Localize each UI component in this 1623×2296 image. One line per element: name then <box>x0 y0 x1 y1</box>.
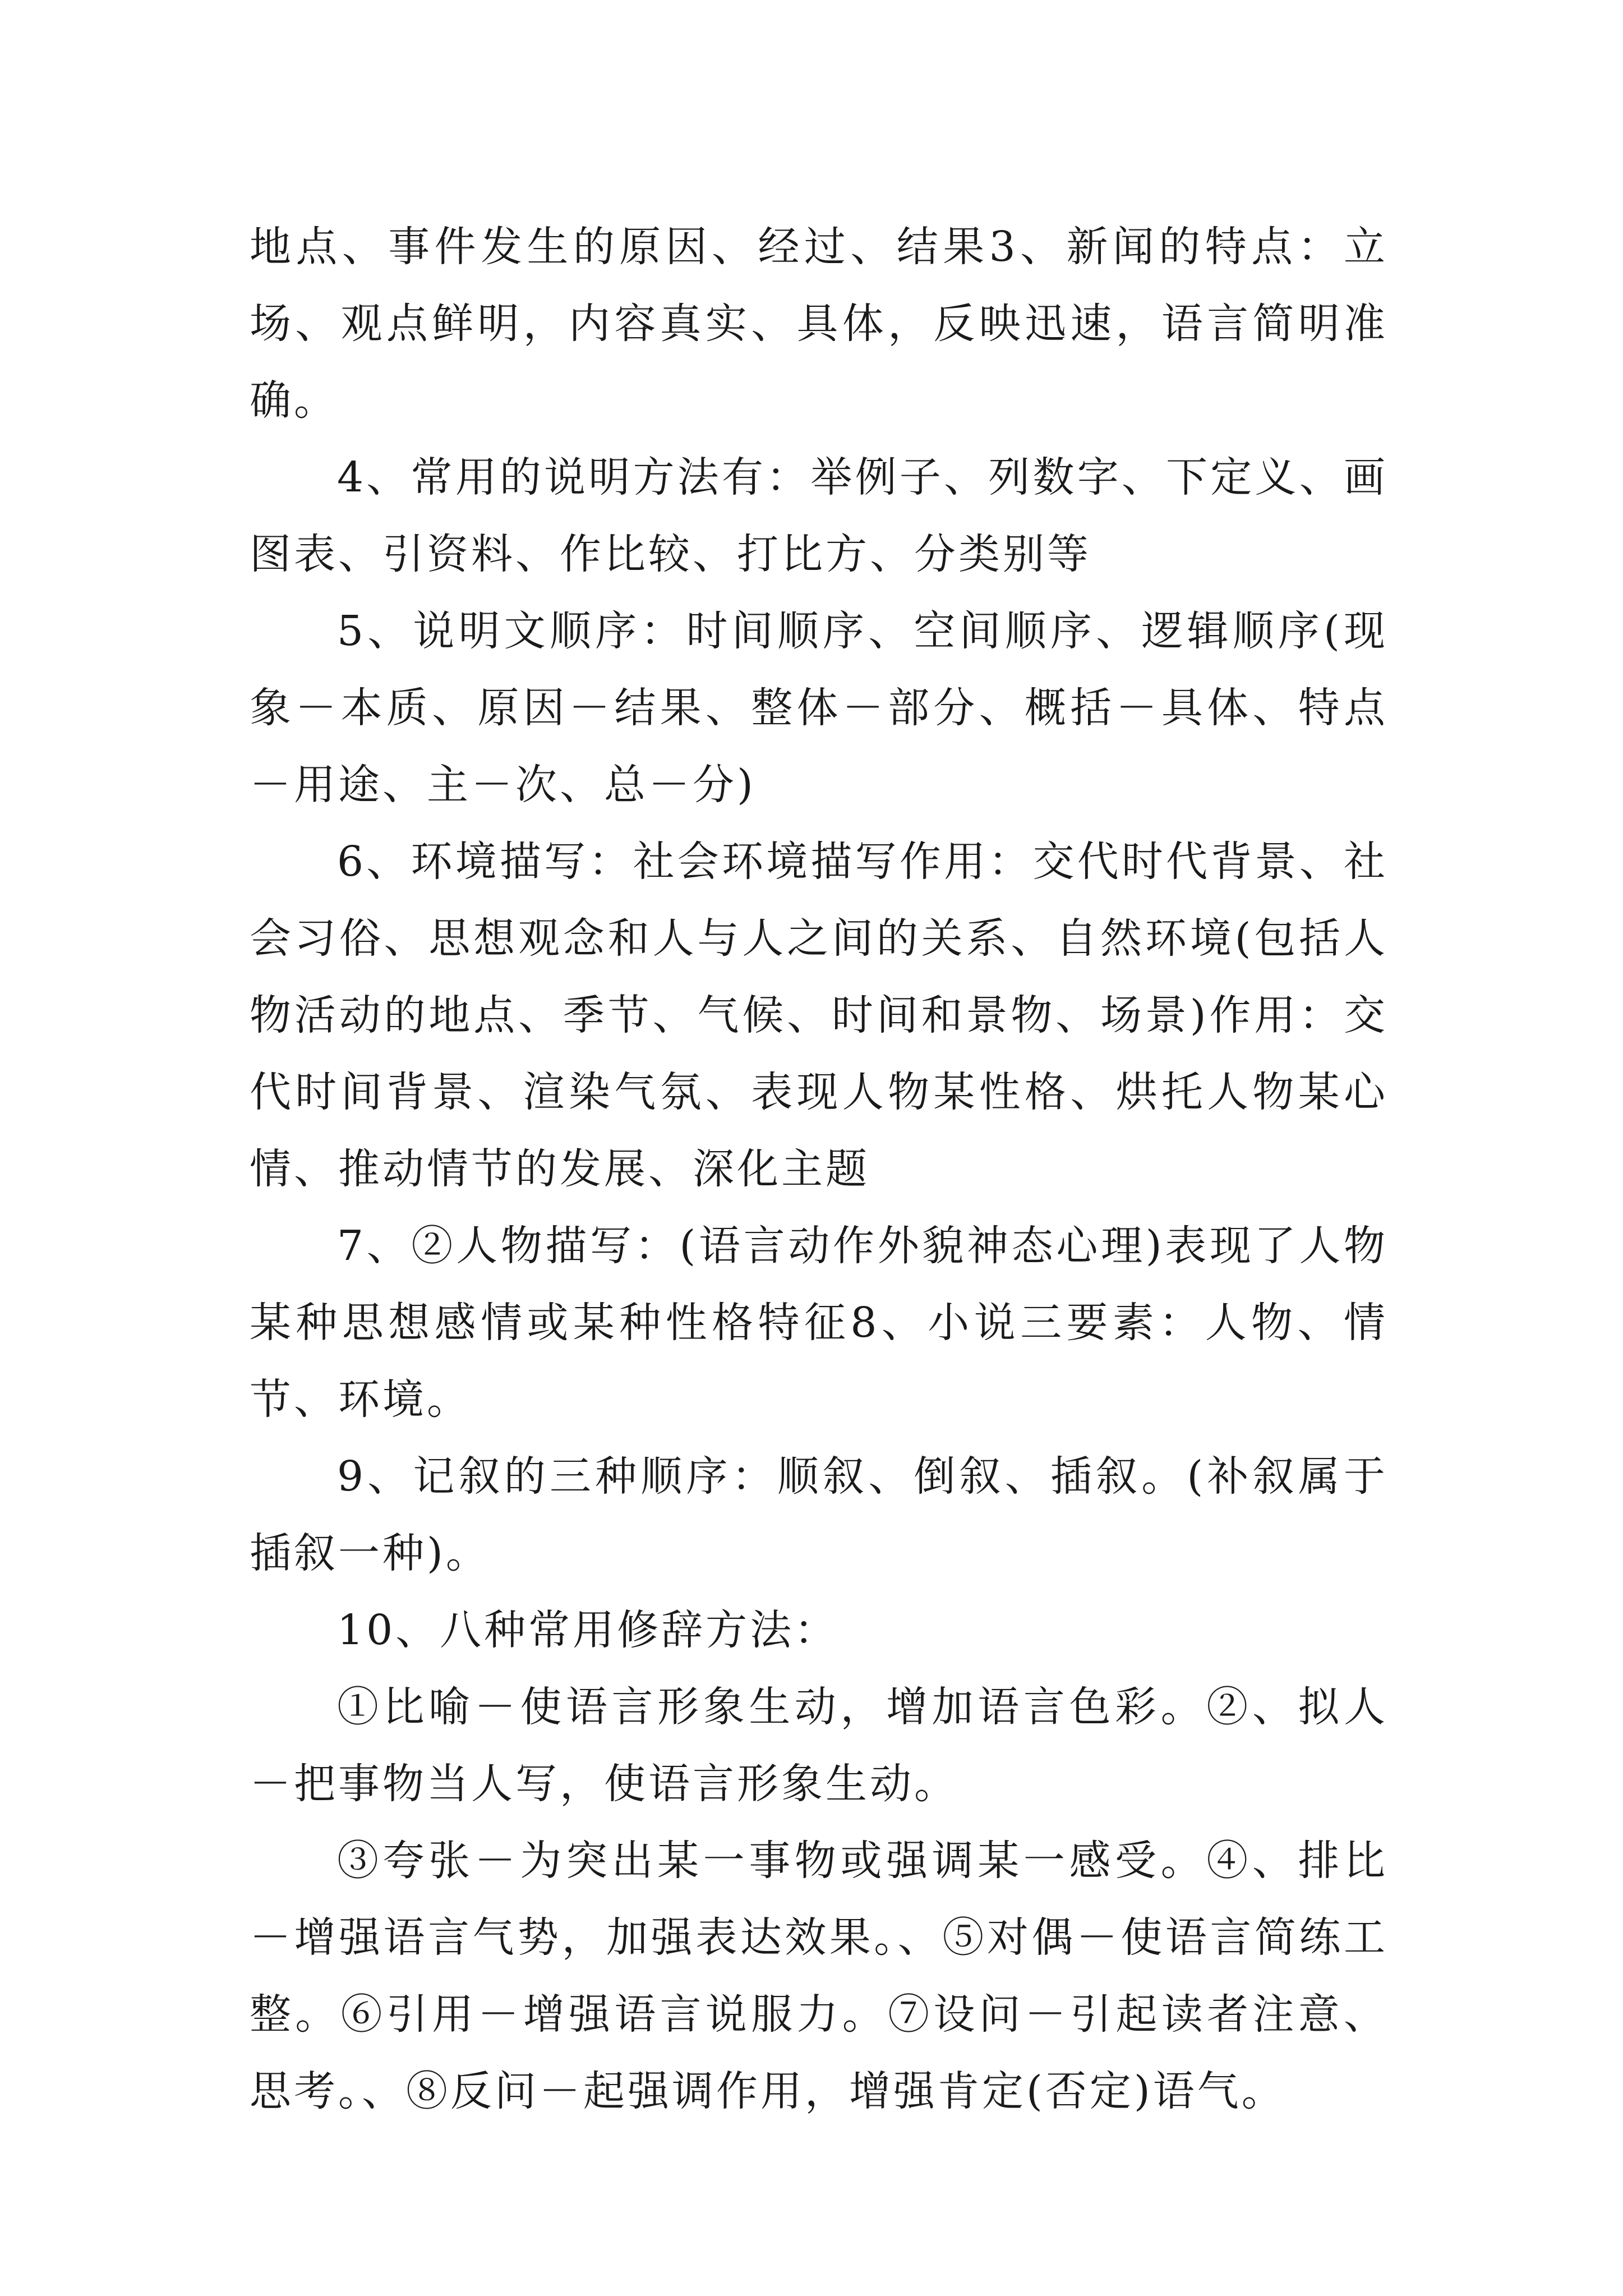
paragraph-rhetoric-1-2: ①比喻－使语言形象生动，增加语言色彩。②、拟人－把事物当人写，使语言形象生动。 <box>250 1683 1388 1808</box>
paragraph-environment-description: 6、环境描写：社会环境描写作用：交代时代背景、社会习俗、思想观念和人与人之间的关系、自然环境(包括人物活动的地点、季节、气候、时间和景物、场景)作用：交代时间背景、渲染气氛、表现人物某性格、烘托人物某心情、推动情节的发展、深化主题 <box>250 838 1388 1193</box>
paragraph-narrative-order: 9、记叙的三种顺序：顺叙、倒叙、插叙。(补叙属于插叙一种)。 <box>250 1452 1388 1577</box>
paragraph-character-description: 7、②人物描写：(语言动作外貌神态心理)表现了人物某种思想感情或某种性格特征8、小说三要素：人物、情节、环境。 <box>250 1222 1388 1424</box>
paragraph-news-features: 地点、事件发生的原因、经过、结果3、新闻的特点：立场、观点鲜明，内容真实、具体，反映迅速，语言简明准确。 <box>250 223 1388 425</box>
paragraph-rhetoric-heading: 10、八种常用修辞方法： <box>337 1606 839 1654</box>
paragraph-rhetoric-3-8: ③夸张－为突出某一事物或强调某一感受。④、排比－增强语言气势，加强表达效果。、⑤对偶－使语言简练工整。⑥引用－增强语言说服力。⑦设问－引起读者注意、思考。、⑧反问－起强调作用，增强肯定(否定)语气。 <box>250 1837 1388 2115</box>
paragraph-explanation-methods: 4、常用的说明方法有：举例子、列数字、下定义、画图表、引资料、作比较、打比方、分类别等 <box>250 453 1388 578</box>
document-body <box>250 209 1388 2130</box>
paragraph-expository-order: 5、说明文顺序：时间顺序、空间顺序、逻辑顺序(现象－本质、原因－结果、整体－部分、概括－具体、特点－用途、主－次、总－分) <box>250 607 1388 809</box>
